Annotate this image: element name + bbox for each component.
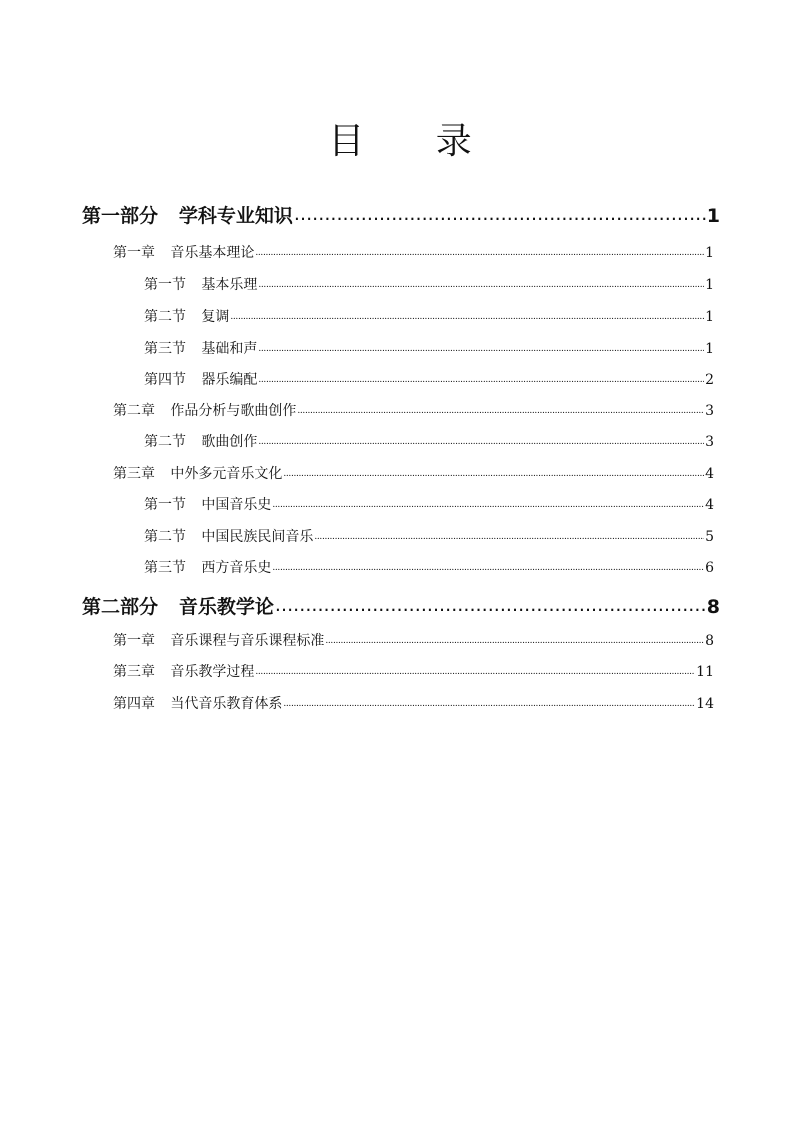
- toc-entry-number: 第二节: [144, 309, 186, 325]
- toc-entry[interactable]: [113, 693, 714, 713]
- dot-leader: [258, 370, 704, 386]
- toc-entry-number: 第二节: [144, 529, 186, 545]
- dot-leader: [230, 307, 704, 323]
- toc-entry-page: 1: [705, 341, 714, 357]
- toc-entry-number: 第三章: [113, 664, 155, 680]
- toc-entry-title: 中国音乐史: [201, 497, 272, 513]
- toc-entry-title: 作品分析与歌曲创作: [170, 403, 297, 419]
- dot-leader: [272, 495, 704, 511]
- toc-entry-number: 第二部分: [82, 596, 159, 618]
- toc-entry-page: 8: [706, 596, 720, 618]
- toc-entry-title: 当代音乐教育体系: [170, 696, 283, 712]
- toc-entry-page: 4: [705, 497, 714, 513]
- toc-entry-title: 音乐教学过程: [170, 664, 255, 680]
- toc-entry-title: 西方音乐史: [201, 560, 272, 576]
- dot-leader: [272, 558, 704, 574]
- dot-leader: [258, 275, 704, 291]
- toc-entry[interactable]: [82, 592, 720, 619]
- toc-entry[interactable]: [113, 463, 714, 483]
- toc-entry-title: 音乐课程与音乐课程标准: [170, 633, 325, 649]
- toc-entry-title: 音乐基本理论: [170, 245, 255, 261]
- toc-entry[interactable]: [144, 274, 714, 294]
- dot-leader: [275, 594, 706, 616]
- dot-leader: [255, 662, 695, 678]
- toc-entry-title: 中国民族民间音乐: [201, 529, 314, 545]
- toc-entry-page: 1: [706, 205, 720, 227]
- page-title: 目 录: [328, 121, 502, 162]
- toc-entry[interactable]: [113, 630, 714, 650]
- toc-entry-number: 第一节: [144, 497, 186, 513]
- toc-entry-number: 第三节: [144, 560, 186, 576]
- dot-leader: [325, 631, 704, 647]
- toc-entry-title: 复调: [201, 309, 230, 325]
- toc-entry-title: 歌曲创作: [201, 434, 258, 450]
- toc-entry[interactable]: [113, 400, 714, 420]
- toc-entry-title: 基础和声: [201, 341, 258, 357]
- toc-entry-number: 第三节: [144, 341, 186, 357]
- toc-entry-number: 第二章: [113, 403, 155, 419]
- toc-entry-number: 第四章: [113, 696, 155, 712]
- toc-entry-page: 8: [705, 633, 714, 649]
- dot-leader: [297, 401, 704, 417]
- toc-entry-number: 第三章: [113, 466, 155, 482]
- toc-entry-title: 基本乐理: [201, 277, 258, 293]
- toc-entry[interactable]: [113, 242, 714, 262]
- toc-entry[interactable]: [144, 526, 714, 546]
- toc-entry[interactable]: [144, 306, 714, 326]
- toc-entry[interactable]: [144, 557, 714, 577]
- toc-entry[interactable]: [144, 494, 714, 514]
- toc-entry-page: 6: [705, 560, 714, 576]
- dot-leader: [258, 432, 704, 448]
- toc-entry-number: 第一章: [113, 633, 155, 649]
- dot-leader: [258, 339, 704, 355]
- toc-entry-page: 11: [696, 664, 714, 680]
- toc-entry-page: 5: [705, 529, 714, 545]
- toc-entry-page: 1: [705, 277, 714, 293]
- toc-entry-title: 器乐编配: [201, 372, 258, 388]
- dot-leader: [283, 464, 704, 480]
- dot-leader: [294, 203, 706, 225]
- dot-leader: [314, 527, 704, 543]
- toc-entry-page: 3: [705, 403, 714, 419]
- toc-entry-page: 4: [705, 466, 714, 482]
- toc-entry-title: 中外多元音乐文化: [170, 466, 283, 482]
- dot-leader: [255, 243, 704, 259]
- toc-entry-page: 2: [705, 372, 714, 388]
- toc-entry[interactable]: [144, 338, 714, 358]
- toc-entry-title: 音乐教学论: [178, 596, 274, 618]
- toc-entry-title: 学科专业知识: [178, 205, 293, 227]
- toc-entry-page: 1: [705, 245, 714, 261]
- toc-entry-number: 第二节: [144, 434, 186, 450]
- toc-entry-number: 第一章: [113, 245, 155, 261]
- toc-entry-number: 第一节: [144, 277, 186, 293]
- toc-entry[interactable]: [144, 431, 714, 451]
- toc-entry[interactable]: [144, 369, 714, 389]
- toc-entry-page: 3: [705, 434, 714, 450]
- toc-entry-page: 14: [696, 696, 714, 712]
- toc-entry-number: 第一部分: [82, 205, 159, 227]
- toc-entry-page: 1: [705, 309, 714, 325]
- dot-leader: [283, 694, 695, 710]
- toc-entry[interactable]: [113, 661, 714, 681]
- toc-entry[interactable]: [82, 201, 720, 228]
- toc-entry-number: 第四节: [144, 372, 186, 388]
